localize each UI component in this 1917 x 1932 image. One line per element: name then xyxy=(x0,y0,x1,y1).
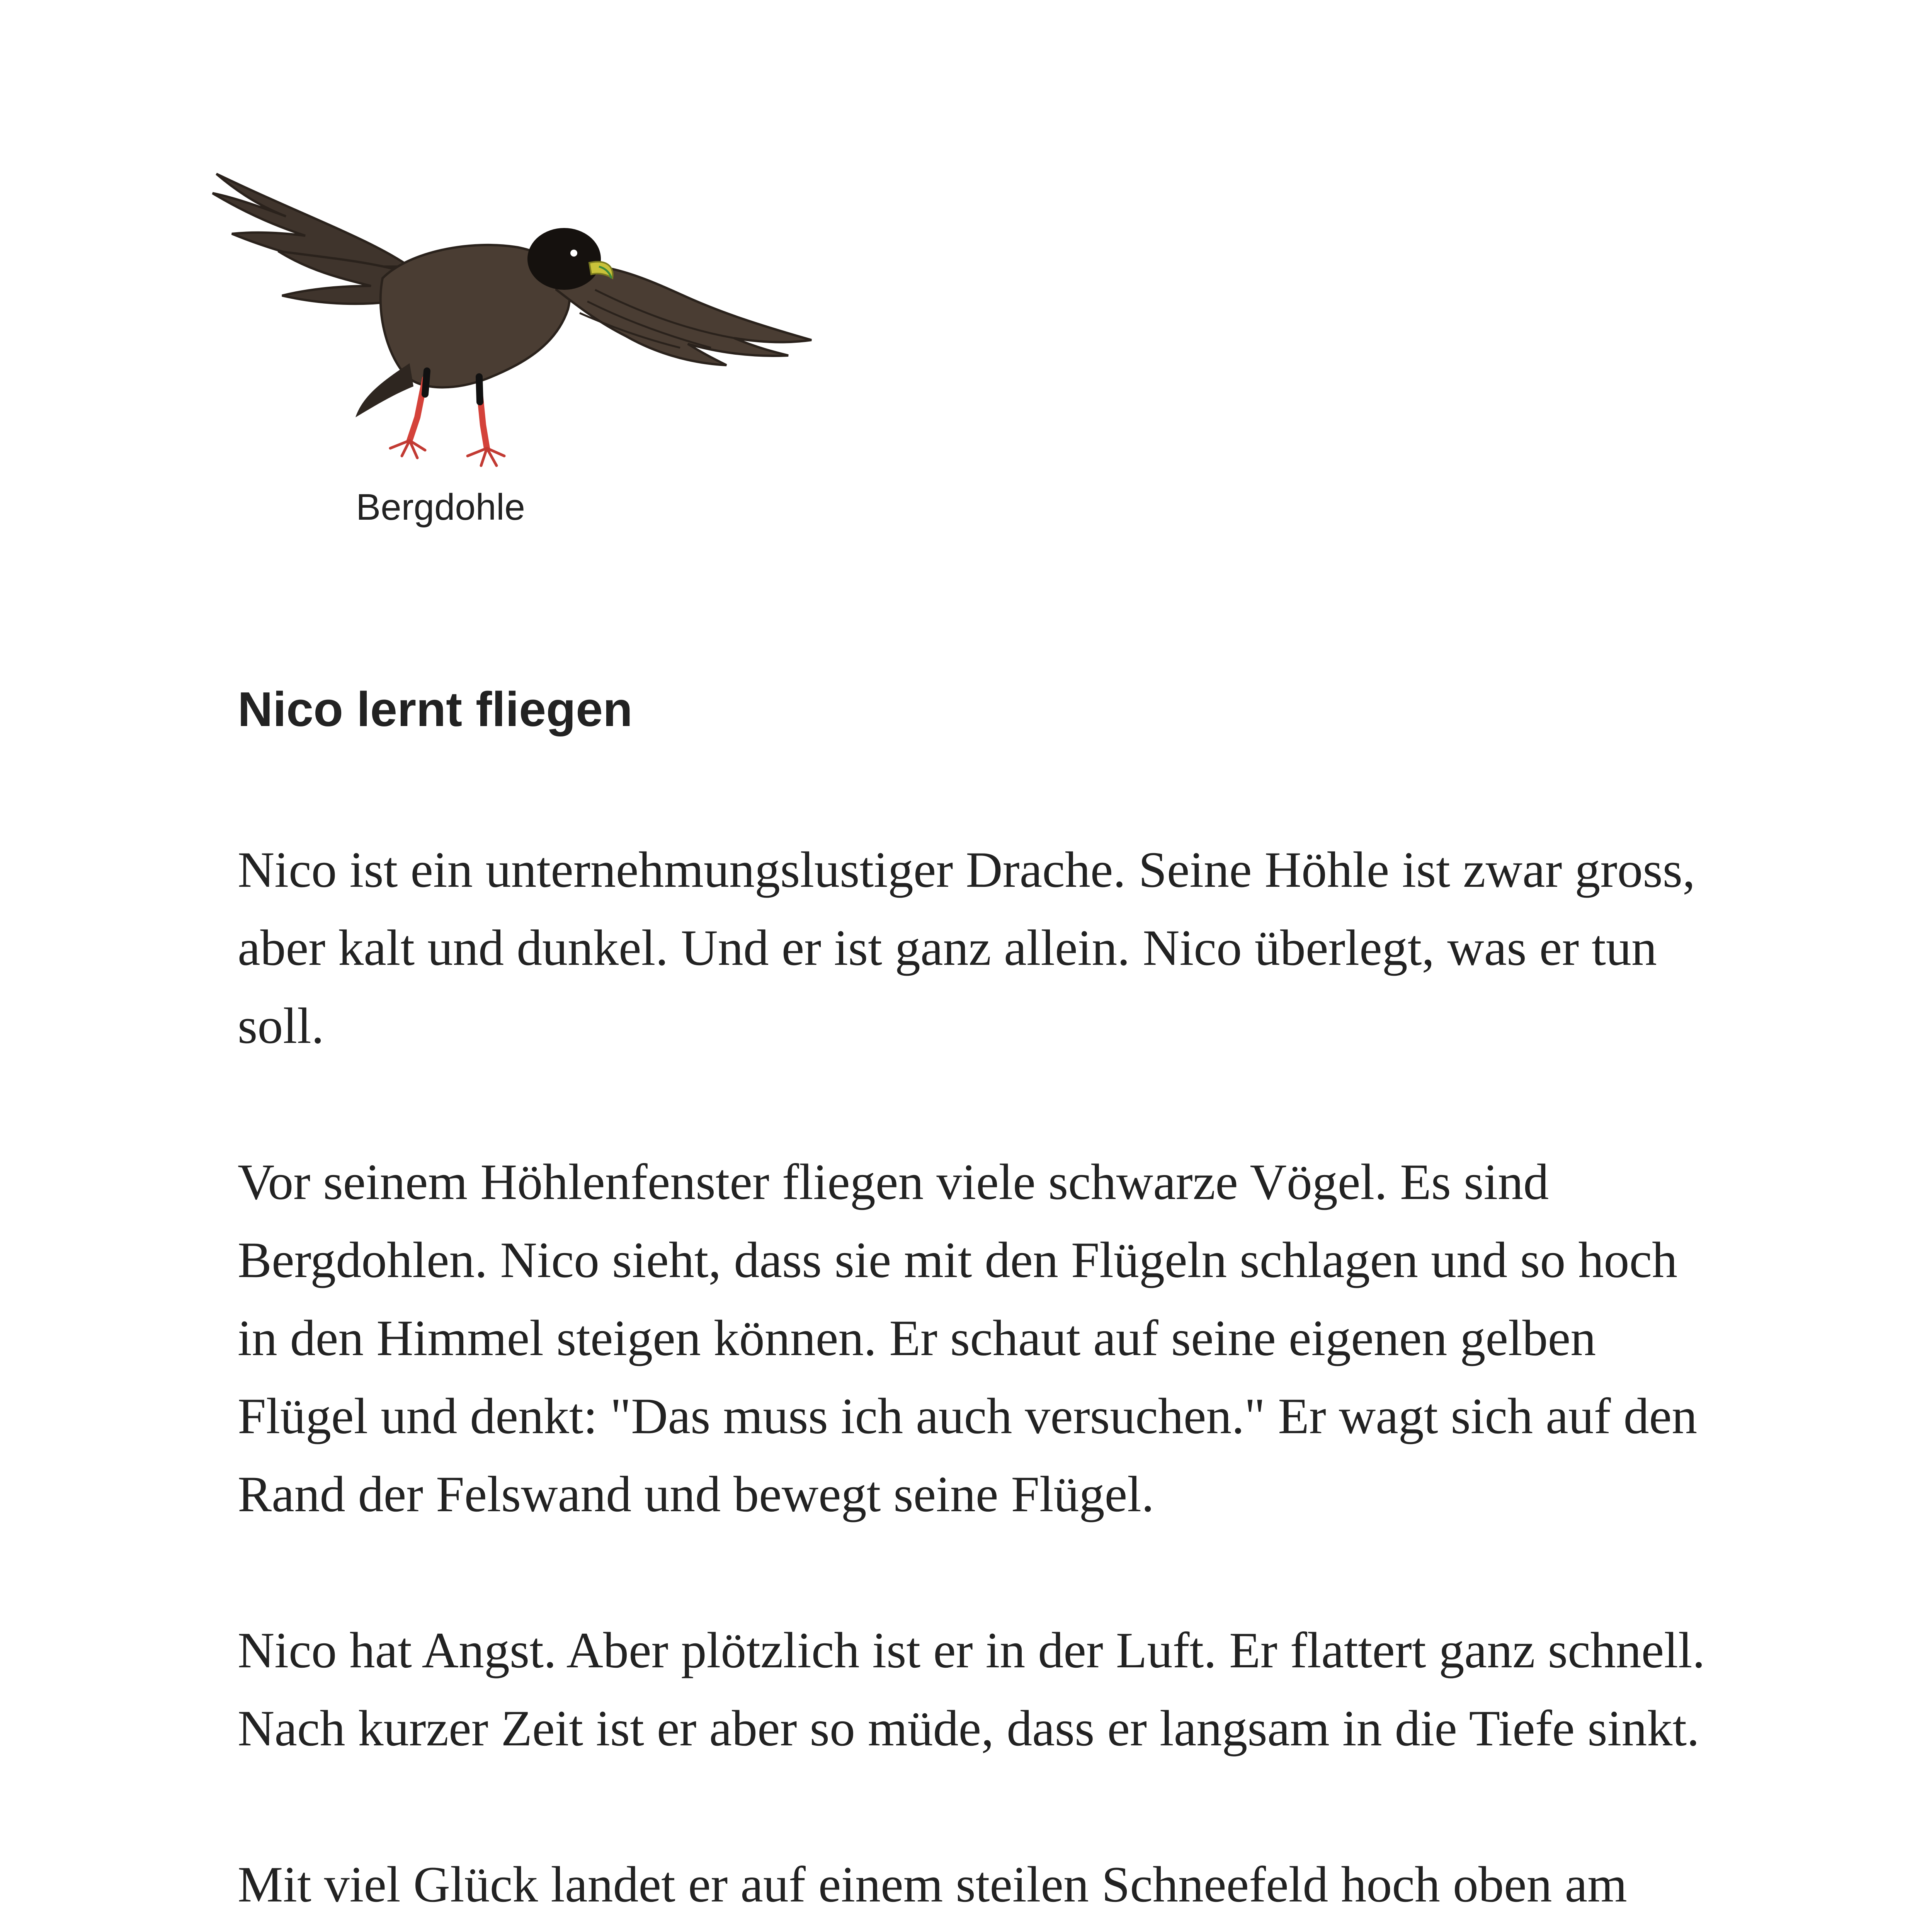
paragraph-2: Vor seinem Höhlenfenster fliegen viele schwarze Vögel. Es sind Bergdohlen. Nico sieht, dass sie mit den Flügeln schlagen und so hoch in den Himmel steigen können. Er schaut auf seine eigenen gelben Flügel und denkt: "Das muss ich auch versuchen." Er wagt sich auf den Rand der Felswand und bewegt seine Flügel. xyxy=(238,1153,1698,1522)
paragraph-1: Nico ist ein unternehmungslustiger Drache. Seine Höhle ist zwar gross, aber kalt und dunkel. Und er ist ganz allein. Nico überlegt, was er tun soll. xyxy=(238,841,1696,1054)
story-title: Nico lernt fliegen xyxy=(238,682,633,736)
bergdohle-illustration xyxy=(209,162,827,471)
paragraph-4: Mit viel Glück landet er auf einem steilen Schneefeld hoch oben am xyxy=(238,1856,1627,1913)
figure-caption: Bergdohle xyxy=(356,486,525,528)
story-body xyxy=(238,831,1706,1932)
paragraph-3: Nico hat Angst. Aber plötzlich ist er in der Luft. Er flattert ganz schnell. Nach kurzer Zeit ist er aber so müde, dass er langsam in die Tiefe sinkt. xyxy=(238,1622,1705,1757)
